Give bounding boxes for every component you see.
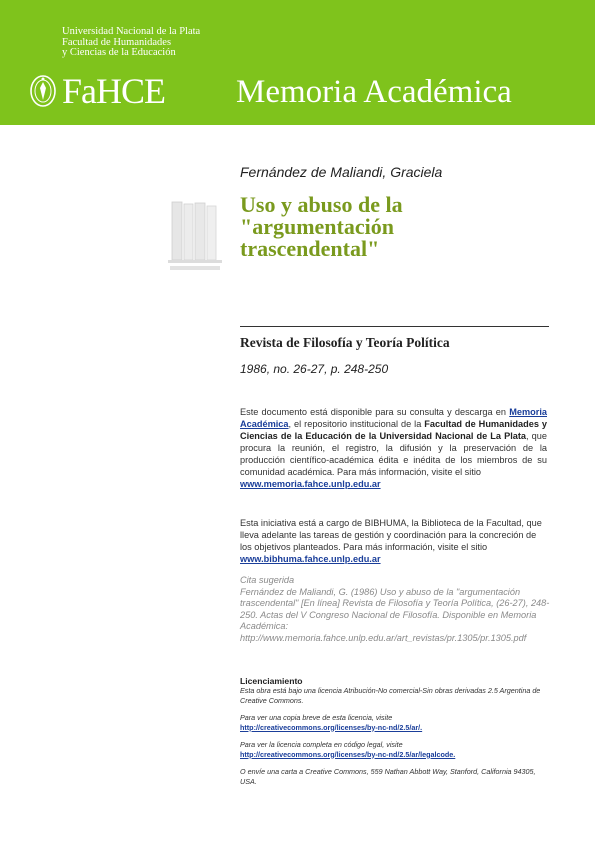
paragraph-text: , el repositorio institucional de la (288, 419, 425, 429)
license-text: Para ver una copia breve de esta licencia, visite (240, 713, 393, 722)
books-watermark-icon (166, 200, 224, 274)
article-author: Fernández de Maliandi, Graciela (240, 164, 443, 180)
paragraph-text: , que procura la reunión, el registro, la difusión y la preservación de la producción científico-académica édita e inédita de los miembros de su comunidad académica. Para más información, visite el sitio (240, 431, 547, 477)
license-section (240, 676, 552, 786)
divider (240, 326, 549, 327)
faculty-line-2: y Ciencias de la Educación (62, 47, 176, 58)
bibhuma-site-link[interactable]: www.bibhuma.fahce.unlp.edu.ar (240, 554, 381, 564)
memoria-site-link[interactable]: www.memoria.fahce.unlp.edu.ar (240, 479, 381, 489)
title-line: trascendental" (240, 236, 380, 261)
license-legalcode-link[interactable]: http://creativecommons.org/licenses/by-nc-nd/2.5/ar/legalcode. (240, 749, 456, 759)
university-seal-icon (29, 74, 57, 108)
university-line: Universidad Nacional de la Plata (62, 26, 201, 37)
title-line: Uso y abuso de la (240, 192, 403, 217)
citation-heading: Cita sugerida (240, 575, 295, 585)
availability-paragraph (240, 406, 547, 490)
fahce-logo-text: FaHCE (62, 71, 165, 111)
paragraph-text: Este documento está disponible para su consulta y descarga en (240, 407, 510, 417)
suggested-citation (240, 575, 560, 644)
faculty-line: Facultad de Humanidades (62, 36, 172, 48)
license-text: Para ver la licencia completa en código legal, visite (240, 740, 403, 749)
university-name (62, 27, 200, 59)
license-address: O envíe una carta a Creative Commons, 559 Nathan Abbott Way, Stanford, California 94305, USA. (240, 767, 536, 786)
header-banner (0, 0, 595, 125)
memoria-academica-link[interactable]: Memoria Académica (240, 407, 547, 429)
issue-info: 1986, no. 26-27, p. 248-250 (240, 362, 389, 376)
repository-name: Memoria Académica (236, 74, 512, 110)
bibhuma-paragraph (240, 517, 547, 565)
license-short-link[interactable]: http://creativecommons.org/licenses/by-nc-nd/2.5/ar/. (240, 722, 423, 732)
citation-url: http://www.memoria.fahce.unlp.edu.ar/art_revistas/pr.1305/pr.1305.pdf (240, 632, 527, 643)
article-title (240, 194, 540, 260)
journal-name: Revista de Filosofía y Teoría Política (240, 335, 450, 350)
institution-name: Facultad de Humanidades y Ciencias de la Educación de la Universidad Nacional de La Plata (240, 419, 547, 441)
license-text: Esta obra está bajo una licencia Atribución-No comercial-Sin obras derivadas 2.5 Argentina de Creative Commons. (240, 686, 541, 705)
paragraph-text: Esta iniciativa está a cargo de BIBHUMA, la Biblioteca de la Facultad, que lleva adelante las tareas de gestión y coordinación para la concreción de los objetivos planteados. Para más información, visite el sitio (240, 518, 542, 552)
license-heading: Licenciamiento (240, 676, 303, 686)
title-line: "argumentación (240, 214, 394, 239)
citation-text: Fernández de Maliandi, G. (1986) Uso y abuso de la "argumentación trascendental" [En línea] Revista de Filosofía y Teoría Política, (26-27), 248-250. Actas del V Congreso Nacional de Filosofía. Disponible en Memoria Académica: (240, 586, 550, 631)
